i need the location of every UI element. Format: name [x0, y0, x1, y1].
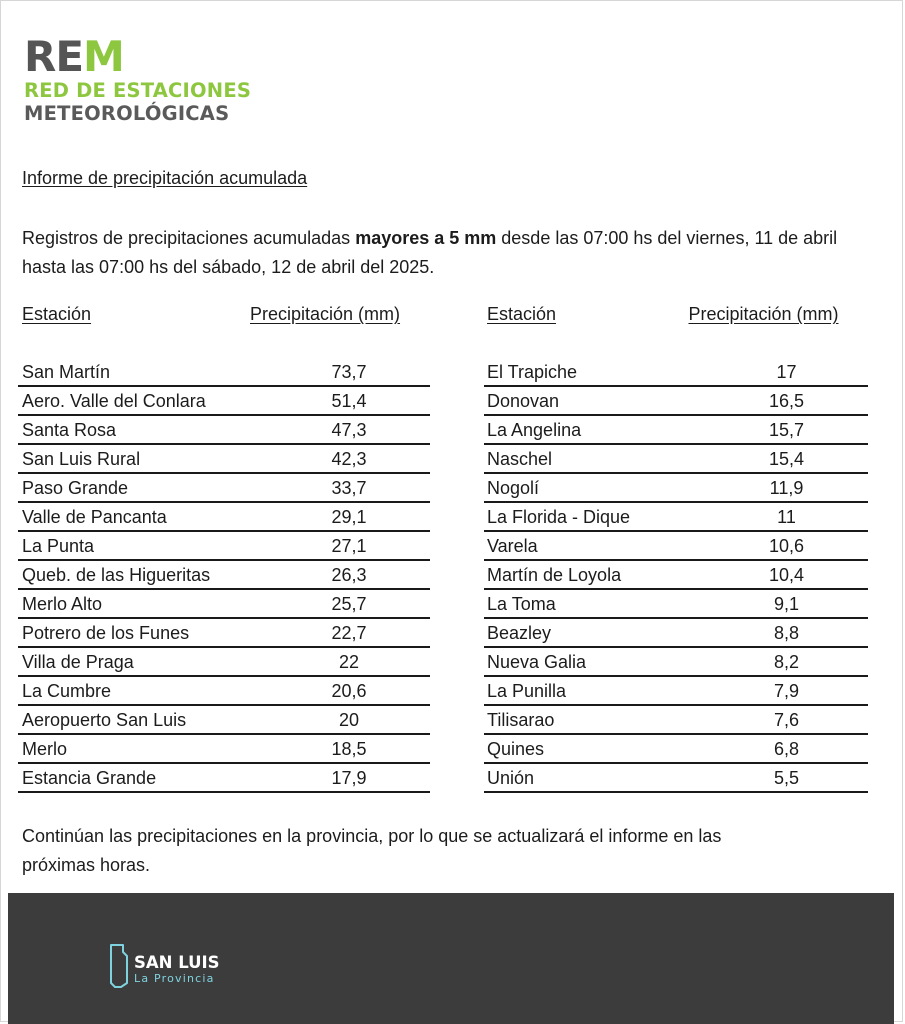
table-row	[18, 648, 430, 677]
station-name: Estancia Grande	[22, 768, 157, 788]
footer-subtitle: La Provincia	[134, 972, 215, 985]
precipitation-value: 51,4	[331, 391, 367, 411]
station-name: La Cumbre	[22, 681, 112, 701]
precipitation-value: 26,3	[331, 565, 367, 585]
precipitation-value: 8,2	[773, 652, 800, 672]
logo-line-1: RED DE ESTACIONES	[24, 79, 252, 102]
header-station: Estación	[22, 304, 92, 324]
station-name: Varela	[487, 536, 538, 556]
table-row	[484, 764, 868, 793]
station-name: Villa de Praga	[22, 652, 134, 672]
table-row	[18, 590, 430, 619]
table-row	[18, 561, 430, 590]
table-row	[18, 387, 430, 416]
table-row	[484, 590, 868, 619]
table-header	[18, 304, 430, 330]
footer-banner	[8, 893, 894, 1024]
station-name: El Trapiche	[487, 362, 578, 382]
table-row	[18, 503, 430, 532]
table-row	[484, 416, 868, 445]
rem-logo-mark	[24, 36, 251, 76]
table-row	[484, 677, 868, 706]
footer-name: SAN LUIS	[134, 953, 220, 972]
logo-mark-dark: RE	[24, 36, 84, 76]
precipitation-value: 27,1	[331, 536, 367, 556]
table-row	[484, 735, 868, 764]
table-row	[18, 619, 430, 648]
precipitation-value: 10,6	[768, 536, 805, 556]
precipitation-table-right	[484, 304, 868, 793]
precipitation-value: 20	[338, 710, 360, 730]
station-name: Queb. de las Higueritas	[22, 565, 211, 585]
station-name: La Toma	[487, 594, 556, 614]
precipitation-table-left	[18, 304, 430, 793]
station-name: Martín de Loyola	[487, 565, 622, 585]
table-row	[484, 561, 868, 590]
precipitation-value: 10,4	[768, 565, 805, 585]
station-name: La Punta	[22, 536, 95, 556]
table-row	[18, 416, 430, 445]
san-luis-province-outline-icon	[108, 943, 130, 989]
station-name: Naschel	[487, 449, 553, 469]
header-station: Estación	[487, 304, 557, 324]
precipitation-value: 7,6	[773, 710, 800, 730]
precipitation-value: 33,7	[331, 478, 367, 498]
station-name: Donovan	[487, 391, 560, 411]
precipitation-value: 17	[776, 362, 797, 382]
station-name: Nogolí	[487, 478, 540, 498]
table-header	[484, 304, 868, 330]
precipitation-value: 20,6	[331, 681, 367, 701]
table-row	[18, 677, 430, 706]
intro-text-start: Registros de precipitaciones acumuladas	[22, 228, 356, 248]
station-name: Aero. Valle del Conlara	[22, 391, 206, 411]
table-row	[484, 648, 868, 677]
rem-logo	[24, 36, 251, 126]
precipitation-value: 11	[777, 507, 796, 527]
precipitation-value: 8,8	[773, 623, 800, 643]
table-row	[18, 532, 430, 561]
precipitation-value: 25,7	[331, 594, 367, 614]
table-row	[18, 706, 430, 735]
table-row	[484, 532, 868, 561]
precipitation-value: 42,3	[331, 449, 367, 469]
precipitation-value: 17,9	[331, 768, 367, 788]
intro-text-bold: mayores a 5 mm	[355, 228, 497, 248]
station-name: Santa Rosa	[22, 420, 117, 440]
station-name: Unión	[487, 768, 535, 788]
station-name: Merlo Alto	[22, 594, 103, 614]
table-row	[18, 474, 430, 503]
table-row	[484, 358, 868, 387]
station-name: San Martín	[22, 362, 111, 382]
station-name: Merlo	[22, 739, 68, 759]
precipitation-value: 7,9	[773, 681, 800, 701]
logo-line-2: METEOROLÓGICAS	[24, 102, 230, 125]
precipitation-value: 15,4	[768, 449, 805, 469]
table-row	[484, 387, 868, 416]
report-intro	[22, 224, 862, 282]
precipitation-value: 11,9	[769, 478, 804, 498]
precipitation-value: 15,7	[768, 420, 805, 440]
station-name: Beazley	[487, 623, 552, 643]
header-precipitation: Precipitación (mm)	[688, 304, 839, 324]
table-row	[18, 764, 430, 793]
precipitation-value: 73,7	[331, 362, 367, 382]
table-row	[484, 706, 868, 735]
precipitation-value: 5,5	[773, 768, 800, 788]
table-row	[484, 503, 868, 532]
station-name: San Luis Rural	[22, 449, 141, 469]
station-name: Paso Grande	[22, 478, 129, 498]
precipitation-value: 22,7	[331, 623, 367, 643]
precipitation-value: 29,1	[331, 507, 367, 527]
precipitation-value: 6,8	[773, 739, 800, 759]
station-name: Valle de Pancanta	[22, 507, 167, 527]
precipitation-value: 18,5	[331, 739, 367, 759]
intro-text-end: desde las 07:00 hs del viernes, 11 de abril hasta las 07:00 hs del sábado, 12 de abril del 2025.	[22, 228, 838, 277]
footer-text	[134, 953, 220, 985]
station-name: Nueva Galia	[487, 652, 587, 672]
table-row	[18, 735, 430, 764]
precipitation-value: 22	[338, 652, 360, 672]
station-name: Potrero de los Funes	[22, 623, 190, 643]
logo-mark-green: M	[83, 36, 124, 76]
table-row	[484, 619, 868, 648]
report-title: Informe de precipitación acumulada	[22, 168, 308, 188]
precipitation-value: 9,1	[773, 594, 800, 614]
table-row	[18, 358, 430, 387]
san-luis-logo	[108, 943, 220, 989]
station-name: Aeropuerto San Luis	[22, 710, 187, 730]
station-name: La Punilla	[487, 681, 567, 701]
header-precipitation: Precipitación (mm)	[250, 304, 401, 324]
station-name: Tilisarao	[487, 710, 555, 730]
table-row	[484, 474, 868, 503]
station-name: Quines	[487, 739, 545, 759]
table-row	[484, 445, 868, 474]
precipitation-value: 16,5	[768, 391, 805, 411]
table-row	[18, 445, 430, 474]
precipitation-value: 47,3	[331, 420, 367, 440]
station-name: La Angelina	[487, 420, 582, 440]
station-name: La Florida - Dique	[487, 507, 631, 527]
report-note: Continúan las precipitaciones en la provincia, por lo que se actualizará el informe en las próximas horas.	[22, 826, 722, 875]
